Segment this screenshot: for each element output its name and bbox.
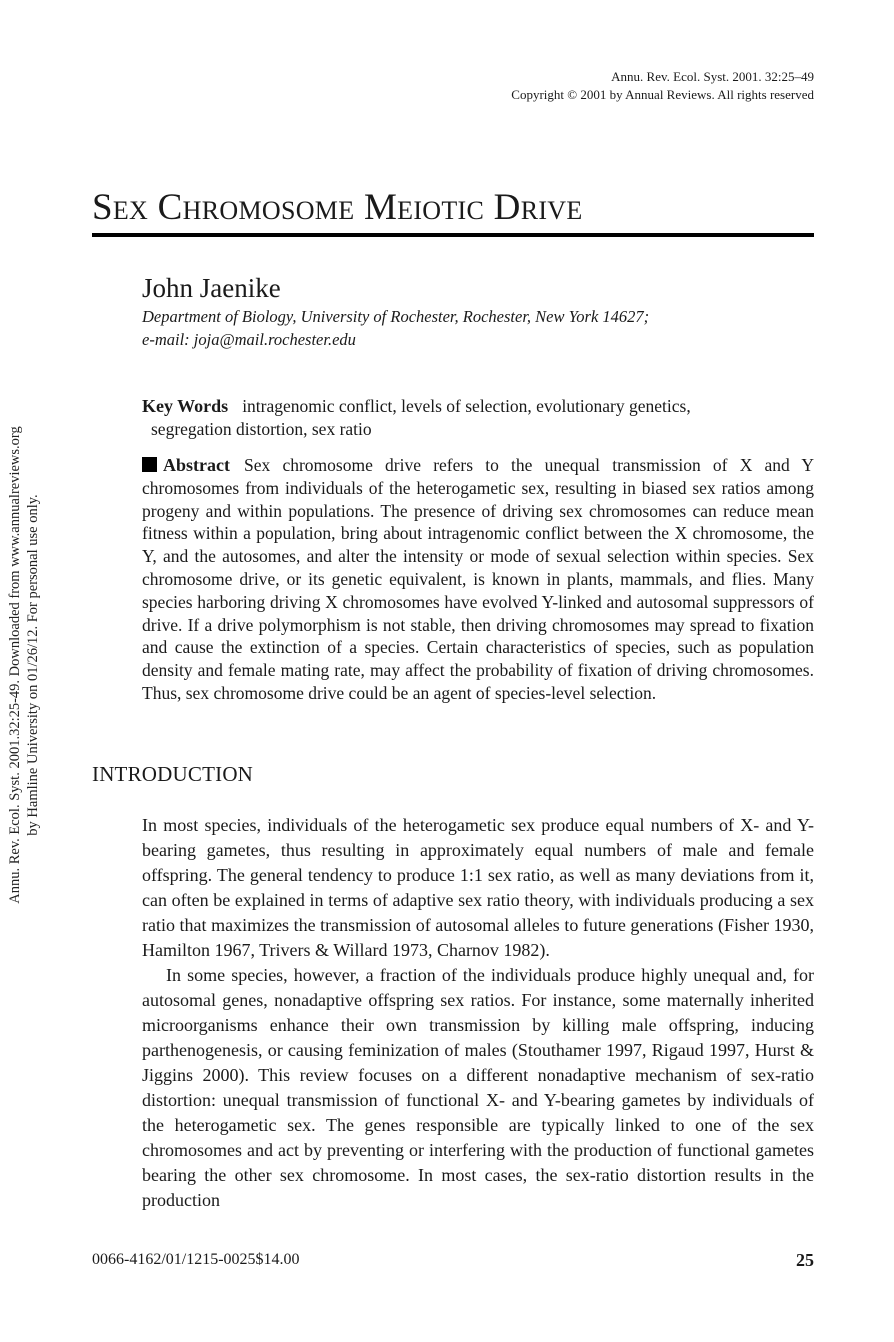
abstract-text: Sex chromosome drive refers to the unequal transmission of X and Y chromosomes from individuals of the heterogametic sex, resulting in biased sex ratios among progeny and within populations. The presence of driving sex chromosomes can reduce mean fitness within a population, bring about intragenomic conflict between the X chromosome, the Y, and the autosomes, and alter the intensity or mode of sexual selection within species. Sex chromosome drive, or its genetic equivalent, is known in plants, mammals, and flies. Many species harboring driving X chromosomes have evolved Y-linked and autosomal suppressors of drive. If a drive polymorphism is not stable, then driving chromosomes may spread to fixation and cause the extinction of a species. Certain characteristics of species, such as population density and female mating rate, may affect the probability of fixation of driving chromosomes. Thus, sex chromosome drive could be an agent of species-level selection. — [142, 455, 814, 703]
watermark-line-2: by Hamline University on 01/26/12. For personal use only. — [25, 494, 41, 836]
introduction-paragraph-1: In most species, individuals of the heterogametic sex produce equal numbers of X- and Y-bearing gametes, thus resulting in approximately equal numbers of male and female offspring. The general tendency to produce 1:1 sex ratio, as well as many deviations from it, can often be explained in terms of adaptive sex ratio theory, with individuals producing a sex ratio that maximizes the transmission of autosomal alleles to future generations (Fisher 1930, Hamilton 1967, Trivers & Willard 1973, Charnov 1982). — [142, 815, 814, 960]
footer-code: 0066-4162/01/1215-0025$14.00 — [92, 1251, 300, 1268]
author-name: John Jaenike — [142, 273, 281, 303]
affiliation-line: Department of Biology, University of Rochester, Rochester, New York 14627; — [142, 307, 650, 326]
author-affiliation — [142, 305, 649, 351]
introduction-paragraph-2: In some species, however, a fraction of the individuals produce highly unequal and, for autosomal genes, nonadaptive offspring sex ratios. For instance, some maternally inherited microorganisms enhance their own transmission by killing male offspring, inducing parthenogenesis, or causing feminization of males (Stouthamer 1997, Rigaud 1997, Hurst & Jiggins 2000). This review focuses on a different nonadaptive mechanism of sex-ratio distortion: unequal transmission of functional X- and Y-bearing gametes by individuals of the heterogametic sex. The genes responsible are typically linked to one of the sex chromosomes and act by preventing or interfering with the production of functional gametes bearing the other sex chromosome. In most cases, the sex-ratio distortion results in the production — [142, 965, 814, 1210]
title-rule — [92, 233, 814, 237]
abstract-square-icon — [142, 457, 157, 472]
keywords-block — [142, 395, 814, 441]
copyright-notice: Copyright © 2001 by Annual Reviews. All rights reserved — [511, 87, 814, 102]
article-title: Sex Chromosome Meiotic Drive — [92, 187, 583, 228]
abstract-block — [142, 454, 814, 705]
running-header — [511, 68, 814, 104]
journal-citation: Annu. Rev. Ecol. Syst. 2001. 32:25–49 — [611, 69, 814, 84]
keywords-label: Key Words — [142, 396, 229, 416]
keywords-line-1: intragenomic conflict, levels of selection, evolutionary genetics, — [242, 396, 691, 416]
page-number: 25 — [796, 1250, 814, 1270]
author-email: e-mail: joja@mail.rochester.edu — [142, 330, 356, 349]
keywords-line-2: segregation distortion, sex ratio — [151, 419, 372, 439]
download-watermark — [6, 385, 42, 945]
introduction-body — [142, 813, 814, 1213]
abstract-label: Abstract — [163, 455, 230, 475]
watermark-line-1: Annu. Rev. Ecol. Syst. 2001.32:25-49. Downloaded from www.annualreviews.org — [7, 426, 23, 904]
section-heading-introduction: INTRODUCTION — [92, 762, 254, 786]
